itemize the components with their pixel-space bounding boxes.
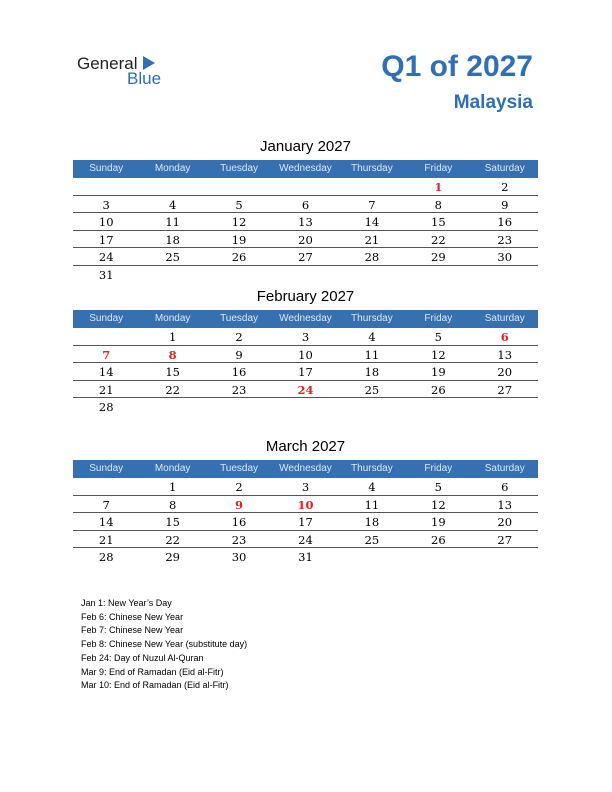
weekday-header: Thursday — [351, 163, 393, 174]
empty-day-cell — [472, 548, 538, 566]
week-row — [73, 346, 538, 364]
month-calendar — [73, 287, 538, 416]
day-cell: 12 — [431, 497, 446, 512]
empty-day-cell — [206, 266, 272, 284]
week-row — [73, 231, 538, 249]
week-row — [73, 548, 538, 566]
day-cell: 16 — [231, 365, 247, 380]
week-row — [73, 381, 538, 399]
empty-day-cell — [272, 266, 338, 284]
week-row — [73, 531, 538, 549]
day-cell: 6 — [500, 330, 509, 344]
day-cell: 24 — [298, 532, 313, 547]
week-row — [73, 196, 538, 214]
logo-text-general: General — [77, 54, 138, 73]
day-cell: 19 — [431, 515, 446, 530]
weekday-header: Saturday — [484, 463, 525, 474]
weekday-header: Sunday — [89, 463, 124, 474]
empty-day-cell — [339, 548, 405, 566]
day-cell: 8 — [434, 197, 442, 212]
week-row — [73, 478, 538, 496]
empty-day-cell — [405, 398, 471, 416]
day-cell: 1 — [168, 480, 177, 494]
day-cell: 27 — [497, 532, 513, 547]
day-cell: 28 — [98, 400, 114, 415]
empty-day-cell — [405, 266, 471, 284]
day-cell: 26 — [431, 532, 446, 547]
weekday-header: Sunday — [89, 313, 124, 324]
day-cell: 17 — [298, 365, 313, 380]
day-cell: 30 — [497, 250, 513, 265]
day-cell: 10 — [297, 497, 314, 512]
day-cell: 22 — [165, 532, 180, 547]
day-cell: 26 — [231, 250, 247, 265]
holiday-note: Mar 9: End of Ramadan (Eid al-Fitr) — [81, 666, 224, 677]
day-cell: 23 — [497, 232, 513, 247]
weekday-header: Tuesday — [220, 463, 259, 474]
empty-day-cell — [272, 398, 338, 416]
day-cell: 1 — [168, 330, 177, 344]
weekday-header-row — [73, 460, 538, 478]
day-cell: 12 — [431, 347, 446, 362]
day-cell: 29 — [165, 550, 180, 565]
week-row — [73, 248, 538, 266]
empty-day-cell — [73, 178, 139, 195]
day-cell: 10 — [98, 215, 114, 230]
empty-day-cell — [472, 398, 538, 416]
month-calendar — [73, 437, 538, 566]
generalblue-logo — [77, 54, 177, 88]
day-cell: 3 — [301, 330, 310, 344]
day-cell: 27 — [298, 250, 313, 265]
day-cell: 29 — [431, 250, 446, 265]
holiday-notes — [81, 597, 247, 693]
day-cell: 11 — [364, 347, 380, 362]
weekday-header: Friday — [424, 463, 453, 474]
holiday-note: Feb 8: Chinese New Year (substitute day) — [81, 639, 248, 650]
week-row — [73, 328, 538, 346]
day-cell: 11 — [364, 497, 380, 512]
logo-flag-icon — [143, 56, 155, 70]
weekday-header: Monday — [154, 313, 191, 324]
day-cell: 28 — [364, 250, 380, 265]
day-cell: 5 — [434, 480, 442, 494]
weekday-header: Wednesday — [279, 163, 332, 174]
day-cell: 8 — [168, 497, 177, 512]
month-title: March 2027 — [265, 438, 346, 455]
empty-day-cell — [139, 398, 205, 416]
week-row — [73, 398, 538, 416]
day-cell: 31 — [298, 550, 313, 565]
day-cell: 19 — [231, 232, 247, 247]
day-cell: 5 — [434, 330, 442, 344]
weekday-header: Monday — [154, 163, 191, 174]
holiday-note: Feb 6: Chinese New Year — [81, 611, 184, 622]
empty-day-cell — [73, 478, 139, 495]
empty-day-cell — [139, 266, 205, 284]
day-cell: 22 — [431, 232, 446, 247]
day-cell: 15 — [431, 215, 446, 230]
day-cell: 17 — [298, 515, 313, 530]
day-cell: 8 — [168, 347, 177, 362]
day-cell: 7 — [102, 347, 111, 362]
day-cell: 11 — [165, 215, 180, 230]
month-title: February 2027 — [256, 288, 355, 305]
day-cell: 21 — [98, 532, 114, 547]
day-cell: 13 — [298, 215, 313, 230]
day-cell: 18 — [165, 232, 180, 247]
day-cell: 13 — [497, 497, 513, 512]
empty-day-cell — [139, 178, 205, 195]
weekday-header: Tuesday — [220, 313, 259, 324]
empty-day-cell — [405, 548, 471, 566]
day-cell: 19 — [431, 365, 446, 380]
day-cell: 14 — [98, 515, 114, 530]
day-cell: 3 — [102, 197, 110, 212]
holiday-note: Jan 1: New Year’s Day — [81, 598, 172, 608]
weekday-header: Thursday — [351, 463, 393, 474]
day-cell: 10 — [298, 347, 313, 362]
day-cell: 12 — [231, 215, 247, 230]
weekday-header: Saturday — [484, 313, 525, 324]
day-cell: 4 — [368, 480, 376, 494]
empty-day-cell — [206, 398, 272, 416]
day-cell: 15 — [165, 365, 180, 380]
month-calendar — [73, 137, 538, 284]
day-cell: 7 — [102, 497, 110, 512]
day-cell: 17 — [98, 232, 114, 247]
day-cell: 9 — [501, 197, 509, 212]
page-title: Q1 of 2027 — [381, 50, 533, 83]
day-cell: 9 — [235, 347, 243, 362]
day-cell: 28 — [98, 550, 114, 565]
day-cell: 31 — [98, 267, 114, 282]
weekday-header: Sunday — [89, 163, 124, 174]
empty-day-cell — [206, 178, 272, 195]
logo-text-blue: Blue — [127, 69, 162, 88]
day-cell: 20 — [497, 515, 513, 530]
day-cell: 13 — [497, 347, 513, 362]
week-row — [73, 363, 538, 381]
day-cell: 24 — [98, 250, 114, 265]
day-cell: 21 — [364, 232, 380, 247]
weekday-header: Monday — [154, 463, 191, 474]
day-cell: 18 — [364, 365, 380, 380]
empty-day-cell — [272, 178, 338, 195]
day-cell: 18 — [364, 515, 380, 530]
day-cell: 25 — [364, 532, 380, 547]
day-cell: 6 — [301, 197, 310, 212]
day-cell: 21 — [98, 382, 114, 397]
empty-day-cell — [472, 266, 538, 284]
weekday-header: Saturday — [484, 163, 525, 174]
weekday-header: Wednesday — [279, 313, 332, 324]
weekday-header: Tuesday — [220, 163, 259, 174]
weekday-header-row — [73, 310, 538, 328]
holiday-note: Feb 24: Day of Nuzul Al-Quran — [81, 652, 204, 663]
day-cell: 1 — [434, 180, 443, 194]
weekday-header: Wednesday — [279, 463, 332, 474]
weekday-header: Friday — [424, 163, 453, 174]
day-cell: 5 — [235, 197, 243, 212]
day-cell: 30 — [231, 550, 247, 565]
week-row — [73, 266, 538, 284]
empty-day-cell — [73, 328, 139, 345]
week-row — [73, 496, 538, 514]
day-cell: 6 — [501, 480, 509, 494]
day-cell: 23 — [231, 382, 247, 397]
day-cell: 20 — [298, 232, 313, 247]
day-cell: 16 — [497, 215, 513, 230]
holiday-note: Mar 10: End of Ramadan (Eid al-Fitr) — [81, 680, 229, 691]
day-cell: 24 — [297, 382, 314, 397]
day-cell: 16 — [231, 515, 247, 530]
empty-day-cell — [339, 266, 405, 284]
day-cell: 26 — [431, 382, 446, 397]
day-cell: 20 — [497, 365, 513, 380]
week-row — [73, 213, 538, 231]
day-cell: 22 — [165, 382, 180, 397]
day-cell: 3 — [301, 480, 310, 494]
empty-day-cell — [339, 398, 405, 416]
day-cell: 25 — [364, 382, 380, 397]
day-cell: 4 — [368, 330, 376, 344]
week-row — [73, 178, 538, 196]
day-cell: 14 — [364, 215, 380, 230]
day-cell: 2 — [235, 330, 243, 344]
day-cell: 23 — [231, 532, 247, 547]
day-cell: 7 — [368, 197, 376, 212]
weekday-header-row — [73, 160, 538, 178]
month-title: January 2027 — [260, 138, 351, 155]
day-cell: 2 — [235, 480, 243, 494]
week-row — [73, 513, 538, 531]
weekday-header: Friday — [424, 313, 453, 324]
holiday-note: Feb 7: Chinese New Year — [81, 625, 184, 636]
day-cell: 14 — [98, 365, 114, 380]
day-cell: 4 — [168, 197, 177, 212]
empty-day-cell — [339, 178, 405, 195]
country-name: Malaysia — [453, 92, 533, 113]
weekday-header: Thursday — [351, 313, 393, 324]
day-cell: 2 — [501, 180, 509, 194]
day-cell: 27 — [497, 382, 513, 397]
day-cell: 9 — [235, 497, 244, 512]
day-cell: 15 — [165, 515, 180, 530]
day-cell: 25 — [165, 250, 180, 265]
